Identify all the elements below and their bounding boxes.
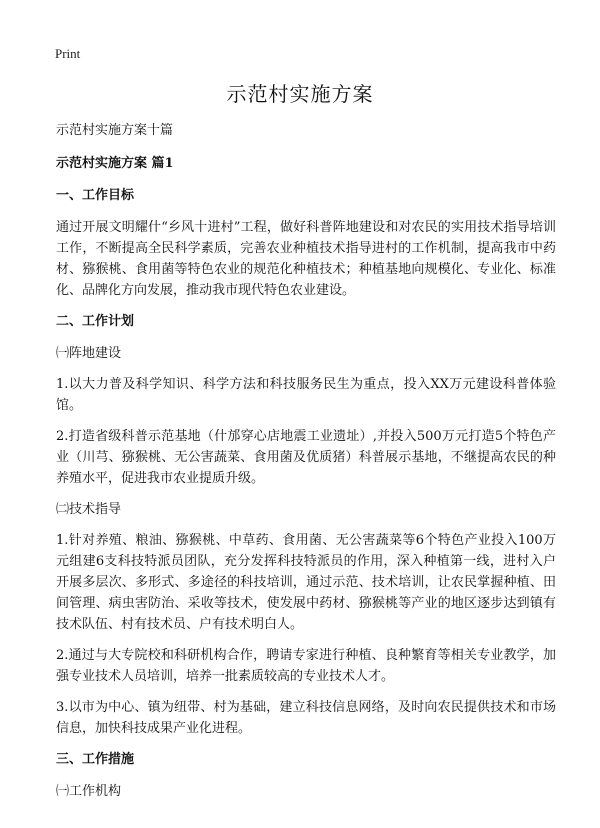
subheading-base-construction: ㈠阵地建设	[56, 346, 122, 361]
paragraph-guidance-item-3: 3.以市为中心、镇为纽带、村为基础，建立科技信息网络，及时向农民提供技术和市场信息，加快科技成果产业化进程。	[56, 700, 556, 736]
section-heading-goals: 一、工作目标	[56, 188, 135, 203]
paragraph-base-item-1: 1.以大力普及科学知识、科学方法和科技服务民生为重点，投入XX万元建设科普体验馆。	[56, 377, 556, 413]
paragraph-base-item-2: 2.打造省级科普示范基地（什邡穿心店地震工业遗址）,并投入500万元打造5个特色产业（川芎、猕猴桃、无公害蔬菜、食用菌及优质猪）科普展示基地，不继提高农民的种养殖水平，促进我市农业提质升级。	[56, 429, 556, 486]
subheading-work-organization: ㈠工作机构	[56, 784, 122, 799]
subheading-technical-guidance: ㈡技术指导	[56, 502, 122, 517]
document-body	[56, 120, 556, 812]
paragraph-guidance-item-1: 1.针对养殖、粮油、猕猴桃、中草药、食用菌、无公害蔬菜等6个特色产业投入100万元组建6支科技特派员团队，充分发挥科技特派员的作用，深入种植第一线，进村入户开展多层次、多形式、多途径的科技培训，通过示范、技术培训，让农民掌握种植、田间管理、病虫害防治、采收等技术，使发展中药材、猕猴桃等产业的地区逐步达到镇有技术队伍、村有技术员、户有技术明白人。	[56, 533, 556, 632]
section-heading-measures: 三、工作措施	[56, 752, 135, 767]
document-subtitle: 示范村实施方案十篇	[56, 123, 174, 138]
document-title: 示范村实施方案	[226, 82, 374, 106]
paragraph-guidance-item-2: 2.通过与大专院校和科研机构合作，聘请专家进行种植、良种繁育等相关专业教学，加强专业技术人员培训，培养一批素质较高的专业技术人才。	[56, 648, 556, 684]
paragraph-goals: 通过开展文明耀什“乡风十进村”工程，做好科普阵地建设和对农民的实用技术指导培训工作，不断提高全民科学素质，完善农业种植技术指导进村的工作机制，提高我市中药材、猕猴桃、食用菌等特色农业的规范化种植技术；种植基地向规模化、专业化、标准化、品牌化方向发展，推动我市现代特色农业建设。	[56, 220, 556, 298]
print-label: Print	[55, 46, 81, 61]
section-heading-plan: 二、工作计划	[56, 314, 135, 329]
article-title: 示范村实施方案 篇1	[56, 156, 174, 171]
